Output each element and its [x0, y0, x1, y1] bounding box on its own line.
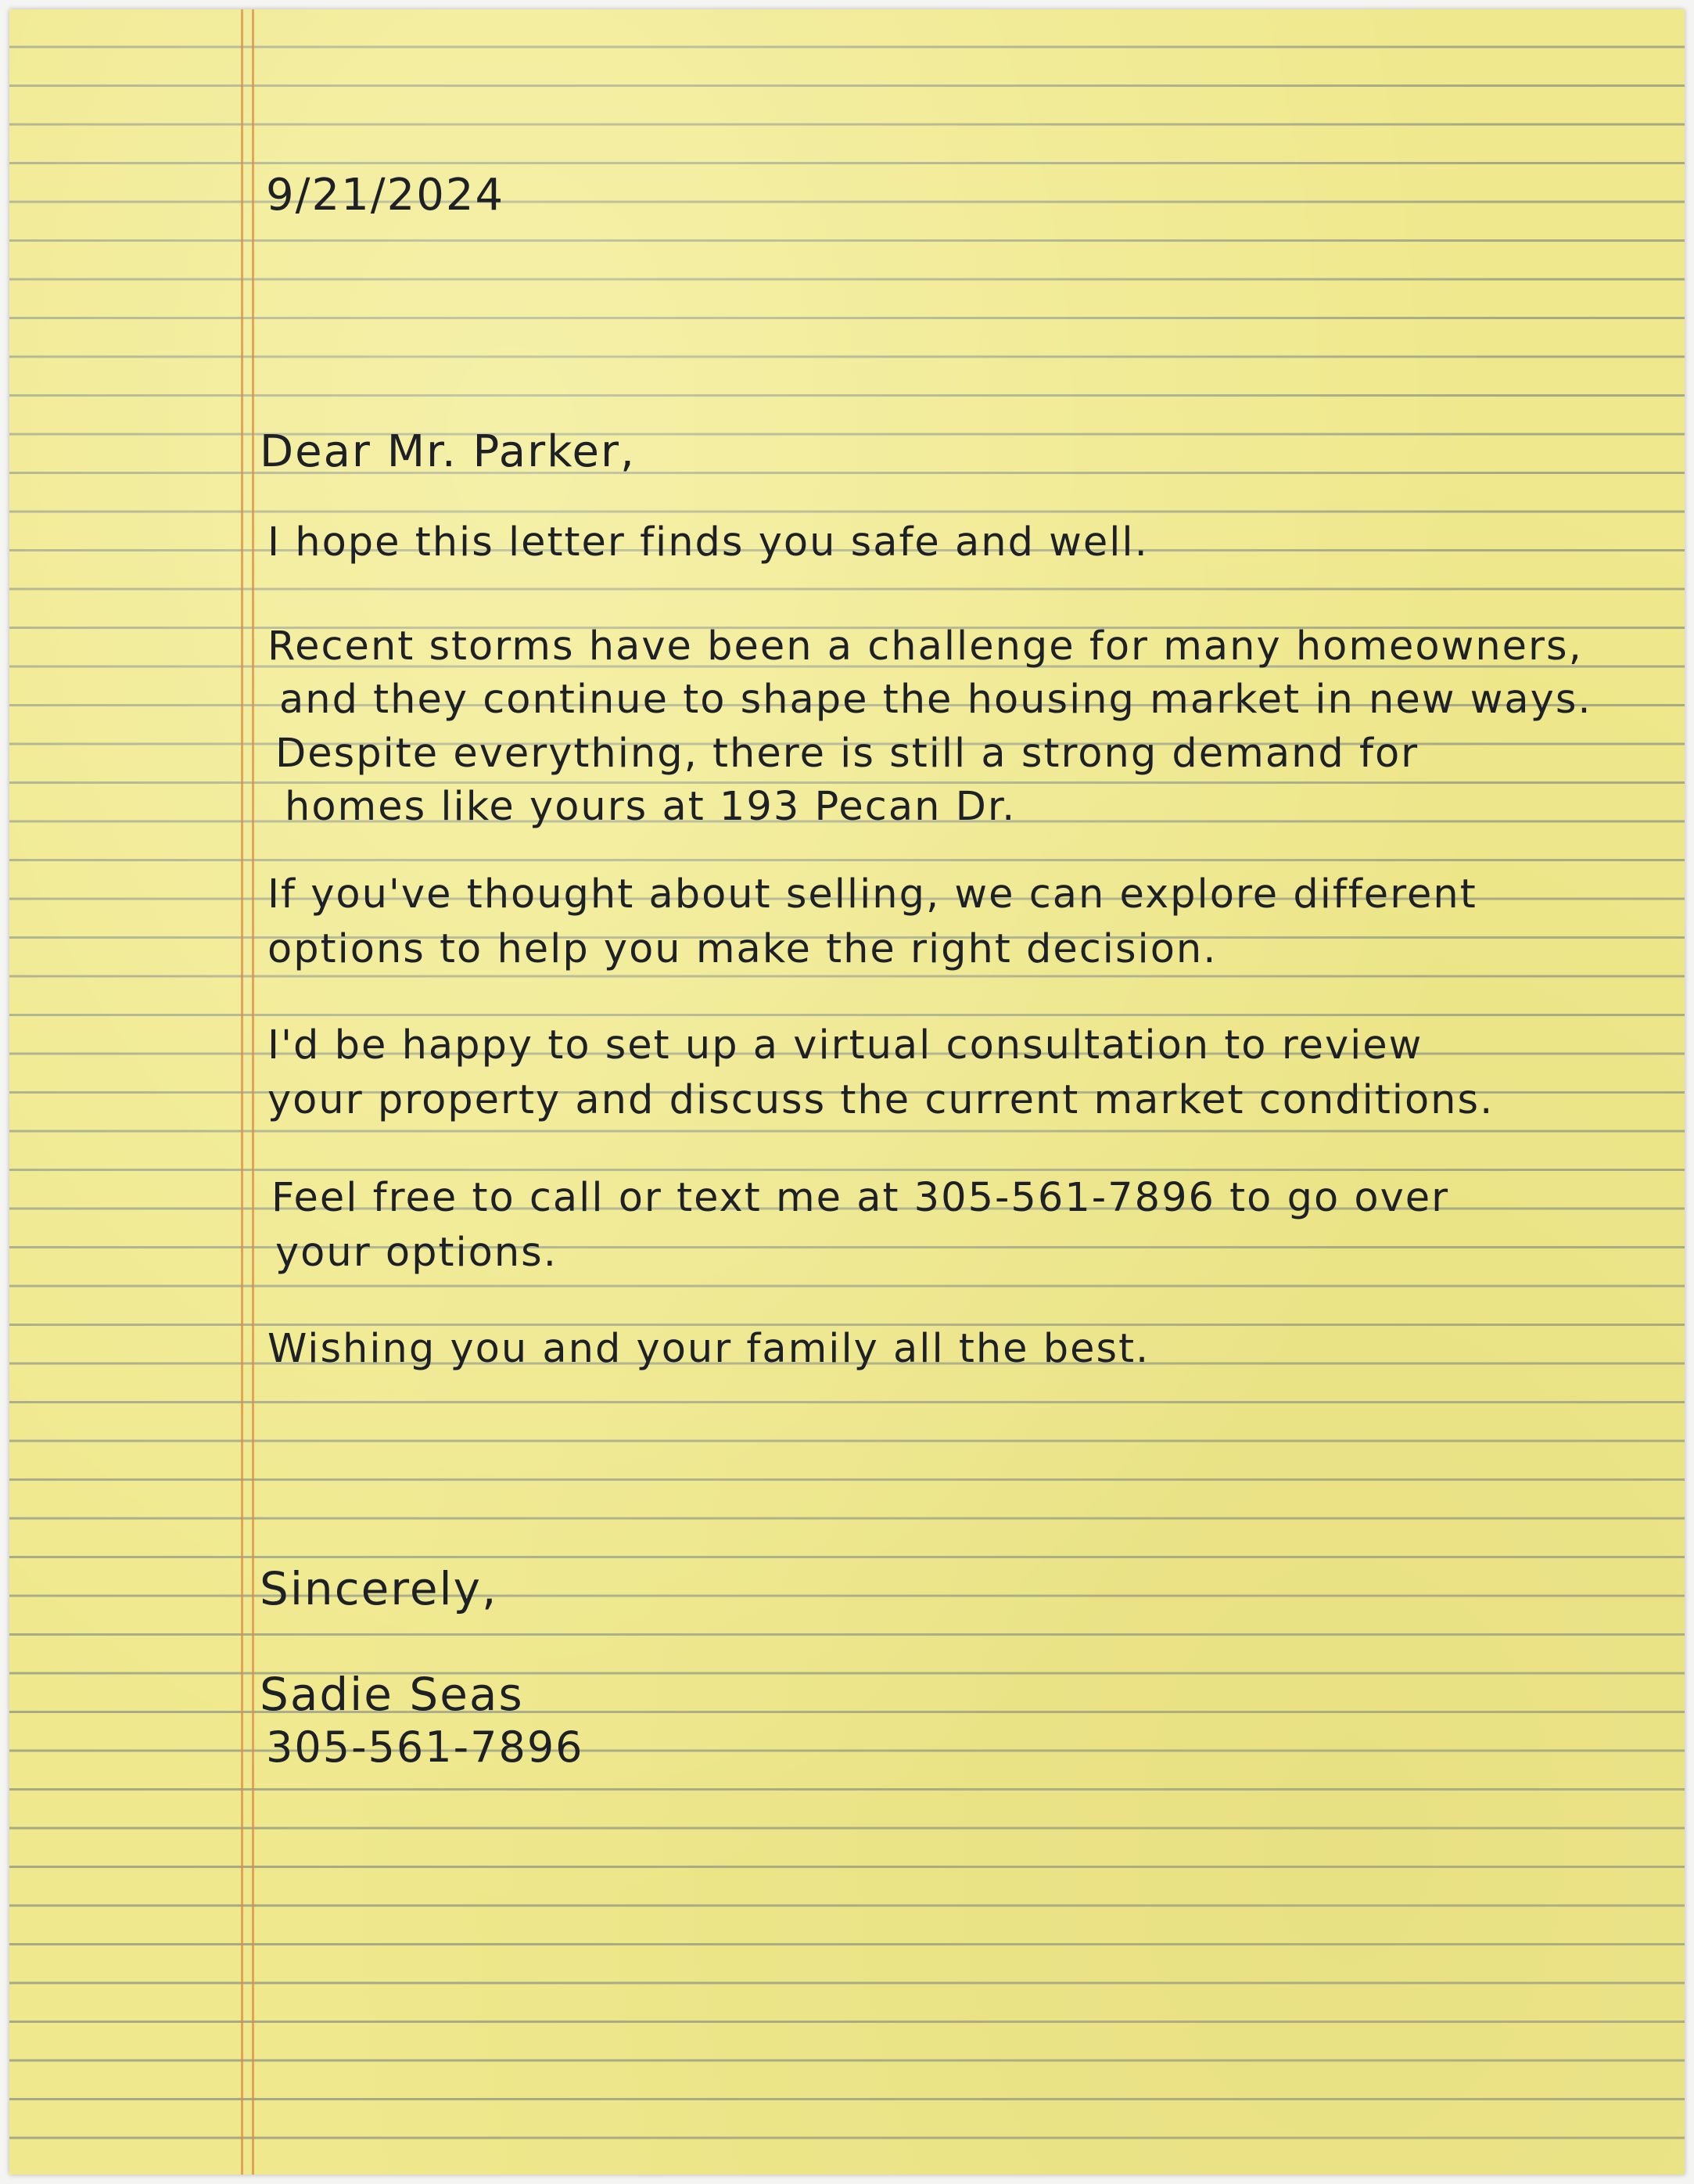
signature-name: Sadie Seas	[260, 1668, 524, 1721]
paragraph-4-line-2: your property and discuss the current market conditions.	[267, 1077, 1495, 1123]
paragraph-4-line-1: I'd be happy to set up a virtual consultation to review	[267, 1022, 1423, 1069]
paragraph-2-line-3: Despite everything, there is still a strong demand for	[275, 731, 1419, 777]
signature-phone: 305-561-7896	[266, 1722, 584, 1772]
letter-date: 9/21/2024	[266, 170, 505, 221]
paragraph-5-line-1: Feel free to call or text me at 305-561-7896 to go over	[271, 1175, 1450, 1221]
paragraph-1-line-1: I hope this letter finds you safe and well.	[267, 519, 1149, 566]
paragraph-2-line-2: and they continue to shape the housing market in new ways.	[279, 677, 1592, 723]
paragraph-6-line-1: Wishing you and your family all the best.	[267, 1326, 1150, 1372]
letter-greeting: Dear Mr. Parker,	[260, 426, 636, 477]
paragraph-2-line-1: Recent storms have been a challenge for many homeowners,	[267, 623, 1583, 670]
margin-line-right	[252, 9, 254, 2175]
margin-line-left	[241, 9, 243, 2175]
paragraph-3-line-1: If you've thought about selling, we can explore different	[267, 871, 1477, 918]
paragraph-5-line-2: your options.	[275, 1230, 558, 1276]
legal-pad-sheet	[9, 9, 1685, 2175]
letter-closing: Sincerely,	[260, 1562, 498, 1615]
paragraph-2-line-4: homes like yours at 193 Pecan Dr.	[285, 784, 1017, 830]
paragraph-3-line-2: options to help you make the right decision.	[267, 926, 1218, 972]
